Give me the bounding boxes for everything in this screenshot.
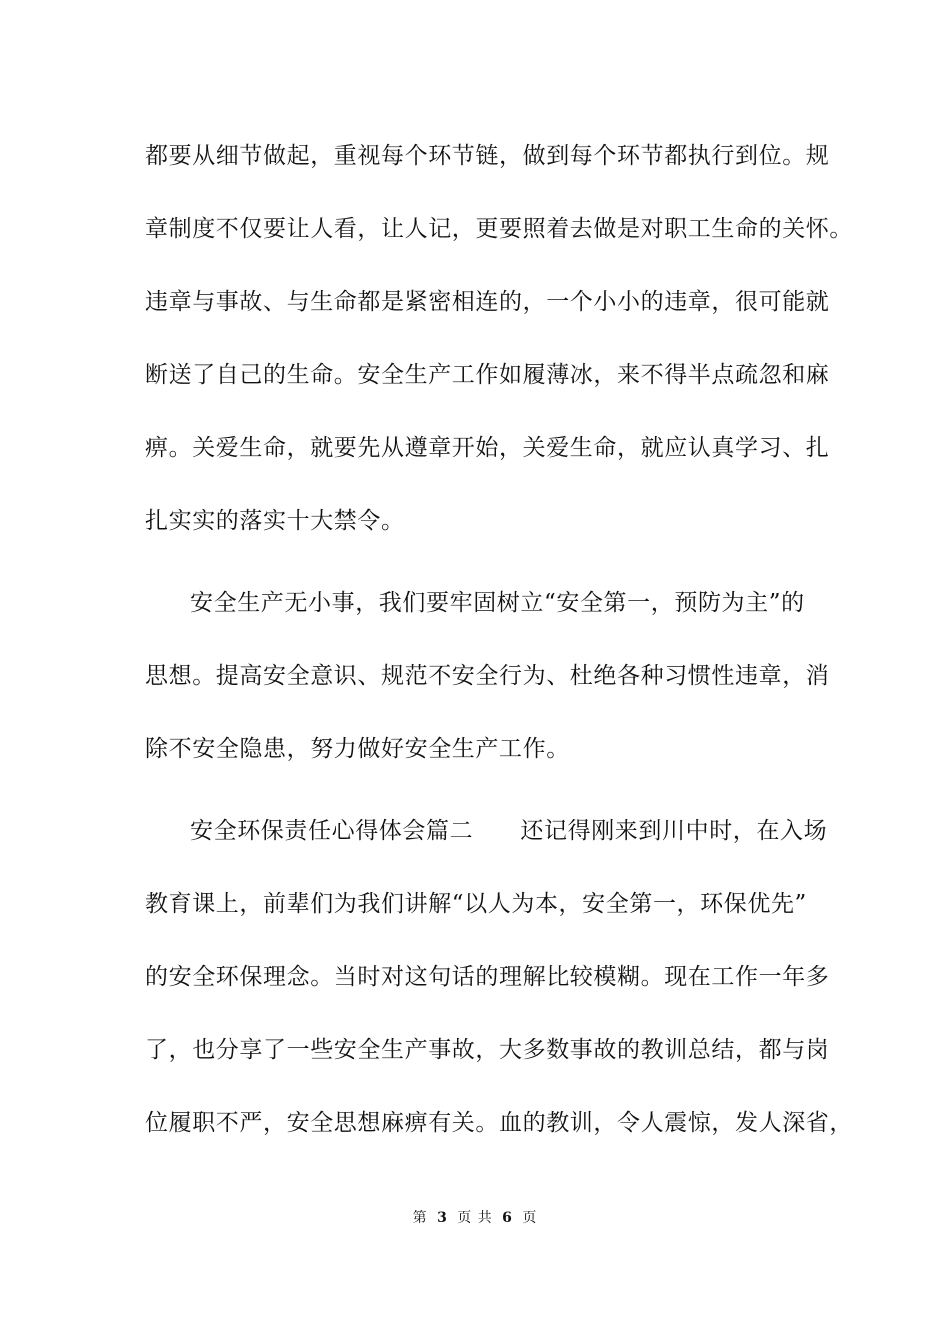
footer-prefix: 第 — [412, 1210, 428, 1226]
text-line: 都要从细节做起，重视每个环节链，做到每个环节都执行到位。规 — [145, 143, 830, 169]
footer-middle: 页 共 — [457, 1210, 493, 1226]
text-line: 思想。提高安全意识、规范不安全行为、杜绝各种习惯性违章，消 — [145, 663, 830, 689]
current-page-number: 3 — [437, 1210, 448, 1226]
total-pages-number: 6 — [502, 1210, 513, 1226]
text-line: 断送了自己的生命。安全生产工作如履薄冰，来不得半点疏忽和麻 — [145, 362, 830, 388]
text-line: 教育课上，前辈们为我们讲解“以人为本，安全第一，环保优先” — [145, 891, 807, 917]
text-line: 了，也分享了一些安全生产事故，大多数事故的教训总结，都与岗 — [145, 1037, 830, 1063]
footer-suffix: 页 — [522, 1210, 538, 1226]
text-line: 痹。关爱生命，就要先从遵章开始，关爱生命，就应认真学习、扎 — [145, 435, 830, 461]
text-line: 章制度不仅要让人看，让人记，更要照着去做是对职工生命的关怀。 — [145, 216, 853, 242]
text-line: 位履职不严，安全思想麻痹有关。血的教训，令人震惊，发人深省， — [145, 1110, 853, 1136]
text-line: 安全环保责任心得体会篇二 还记得刚来到川中时，在入场 — [190, 818, 828, 844]
text-line: 违章与事故、与生命都是紧密相连的，一个小小的违章，很可能就 — [145, 289, 830, 315]
page-footer — [0, 1208, 950, 1228]
text-line: 扎实实的落实十大禁令。 — [145, 508, 405, 534]
text-line: 除不安全隐患，努力做好安全生产工作。 — [145, 736, 570, 762]
text-line: 的安全环保理念。当时对这句话的理解比较模糊。现在工作一年多 — [145, 964, 830, 990]
text-line: 安全生产无小事，我们要牢固树立“安全第一，预防为主”的 — [190, 590, 805, 616]
